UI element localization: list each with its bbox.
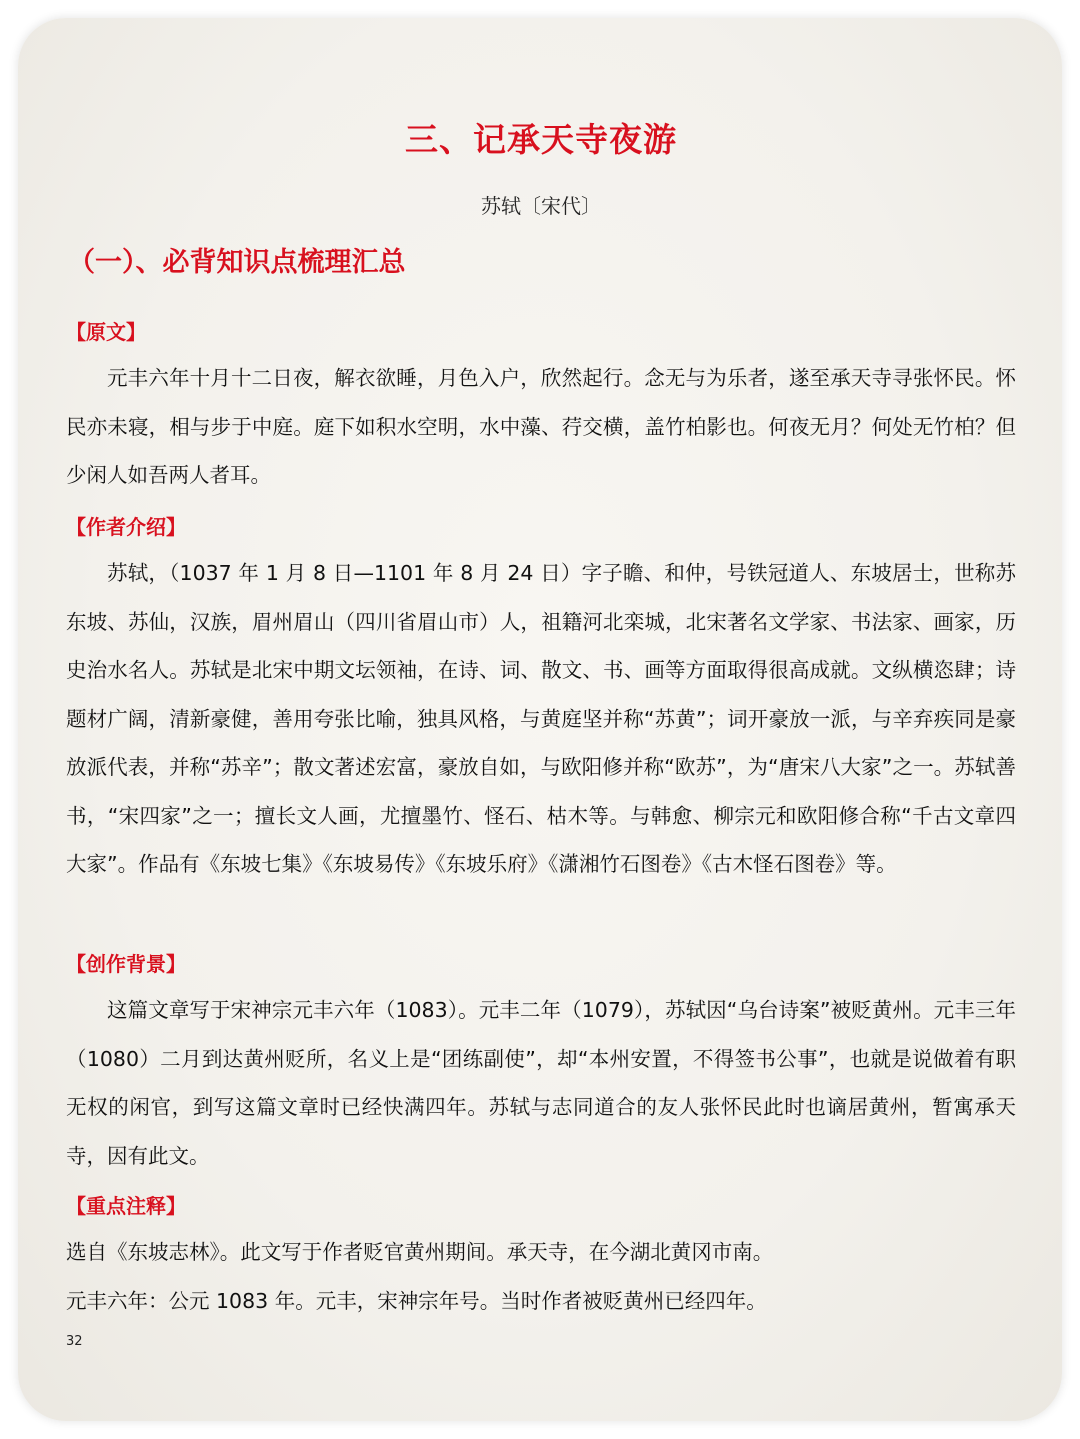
section-title: （一）、必背知识点梳理汇总 (68, 247, 406, 278)
background-heading: 【创作背景】 (66, 952, 186, 976)
page-number: 32 (66, 1334, 83, 1349)
notes-heading: 【重点注释】 (66, 1194, 186, 1218)
background-text: 这篇文章写于宋神宗元丰六年（1083）。元丰二年（1079），苏轼因“乌台诗案”被贬黄州。元丰三年（1080）二月到达黄州贬所，名义上是“团练副使”，却“本州安置，不得签书公事”，也就是说做着有职无权的闲官，到写这篇文章时已经快满四年。苏轼与志同道合的友人张怀民此时也谪居黄州，暂寓承天寺，因有此文。 (66, 998, 1016, 1168)
original-heading: 【原文】 (66, 320, 146, 344)
page-title: 三、记承天寺夜游 (405, 120, 677, 159)
notes-section (66, 1192, 1016, 1325)
original-text: 元丰六年十月十二日夜，解衣欲睡，月色入户，欣然起行。念无与为乐者，遂至承天寺寻张怀民。怀民亦未寝，相与步于中庭。庭下如积水空明，水中藻、荇交横，盖竹柏影也。何夜无月？何处无竹柏？但少闲人如吾两人者耳。 (66, 366, 1016, 487)
original-text-section (66, 318, 1016, 500)
note-line: 元丰六年：公元 1083 年。元丰，宋神宗年号。当时作者被贬黄州已经四年。 (66, 1288, 767, 1313)
author-intro-section (66, 513, 1016, 889)
author-intro-heading: 【作者介绍】 (66, 515, 186, 539)
document-page (18, 18, 1062, 1421)
background-section (66, 950, 1016, 1180)
author-intro-text: 苏轼，（1037 年 1 月 8 日—1101 年 8 月 24 日）字子瞻、和仲，号铁冠道人、东坡居士，世称苏东坡、苏仙，汉族，眉州眉山（四川省眉山市）人，祖籍河北栾城，北宋著名文学家、书法家、画家，历史治水名人。苏轼是北宋中期文坛领袖，在诗、词、散文、书、画等方面取得很高成就。文纵横恣肆；诗题材广阔，清新豪健，善用夸张比喻，独具风格，与黄庭坚并称“苏黄”；词开豪放一派，与辛弃疾同是豪放派代表，并称“苏辛”；散文著述宏富，豪放自如，与欧阳修并称“欧苏”，为“唐宋八大家”之一。苏轼善书，“宋四家”之一；擅长文人画，尤擅墨竹、怪石、枯木等。与韩愈、柳宗元和欧阳修合称“千古文章四大家”。作品有《东坡七集》《东坡易传》《东坡乐府》《潇湘竹石图卷》《古木怪石图卷》等。 (66, 561, 1016, 876)
note-line: 选自《东坡志林》。此文写于作者贬官黄州期间。承天寺，在今湖北黄冈市南。 (66, 1240, 774, 1264)
author-line: 苏轼〔宋代〕 (481, 194, 601, 218)
